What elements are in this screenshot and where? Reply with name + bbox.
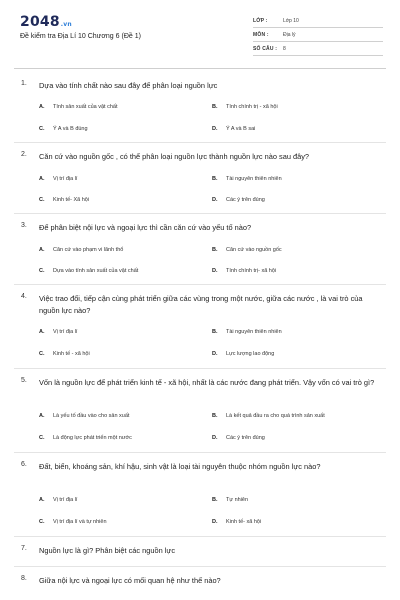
question-number: 3. xyxy=(21,222,27,229)
option-d[interactable]: D. Lực lượng lao động xyxy=(212,351,275,357)
option-c[interactable]: C. Là động lực phát triển một nước xyxy=(39,435,132,441)
option-c[interactable]: C. Dựa vào tính sản xuất của vật chất xyxy=(39,268,139,274)
question-number: 6. xyxy=(21,461,27,468)
question-text: Căn cứ vào nguồn gốc , có thể phân loại nguồn lực thành nguồn lực nào sau đây? xyxy=(39,152,310,161)
question-divider xyxy=(14,284,386,285)
meta-count-value: 8 xyxy=(283,46,286,52)
site-logo[interactable] xyxy=(20,14,72,30)
question-text: Việc trao đổi, tiếp cận cùng phát triển giữa các vùng trong một nước, giữa các nước , là vai trò của nguồn lực nào? xyxy=(39,294,363,315)
question-text: Nguồn lực là gì? Phân biệt các nguồn lực xyxy=(39,546,176,555)
option-d[interactable]: D. Các ý trên đúng xyxy=(212,435,265,441)
option-b[interactable]: B. Tài nguyên thiên nhiên xyxy=(212,176,282,182)
question-divider xyxy=(14,536,386,537)
option-b[interactable]: B. Căn cứ vào nguồn gốc xyxy=(212,247,282,253)
meta-row-subject xyxy=(253,28,383,42)
question-number: 5. xyxy=(21,377,27,384)
option-a[interactable]: A. Tính sản xuất của vật chất xyxy=(39,104,118,110)
question-divider xyxy=(14,566,386,567)
question-text: Giữa nội lực và ngoại lực có mối quan hệ như thế nào? xyxy=(39,576,221,585)
option-d[interactable]: D. Các ý trên đúng xyxy=(212,197,265,203)
option-d[interactable]: D. Kinh tế- xã hội xyxy=(212,519,262,525)
option-d[interactable]: D. Tính chính trị- xã hội xyxy=(212,268,277,274)
option-b[interactable]: B. Tự nhiên xyxy=(212,497,249,503)
question-divider xyxy=(14,142,386,143)
question-text: Đất, biển, khoáng sản, khí hậu, sinh vật là loại tài nguyên thuộc nhóm nguồn lực nào? xyxy=(39,462,321,471)
question-text: Dựa vào tính chất nào sau đây để phân loại nguồn lực xyxy=(39,81,218,90)
question-text: Vốn là nguồn lực để phát triển kinh tế - xã hội, nhất là các nước đang phát triển. Vậy vốn có vai trò gì? xyxy=(39,378,375,387)
logo-main: 2048 xyxy=(20,14,60,30)
question-number: 4. xyxy=(21,293,27,300)
option-a[interactable]: A. Vị trí địa lí xyxy=(39,176,78,182)
meta-row-class xyxy=(253,14,383,28)
question-divider xyxy=(14,213,386,214)
option-a[interactable]: A. Vị trí địa lí xyxy=(39,329,78,335)
meta-class-value: Lớp 10 xyxy=(283,18,299,24)
meta-count-label: SỐ CÂU : xyxy=(253,46,278,52)
question-number: 1. xyxy=(21,80,27,87)
question-divider xyxy=(14,368,386,369)
option-a[interactable]: A. Căn cứ vào phạm vi lãnh thổ xyxy=(39,247,124,253)
option-c[interactable]: C. Ý A và B đúng xyxy=(39,126,88,132)
exam-header xyxy=(0,0,400,72)
exam-title: Đề kiểm tra Địa Lí 10 Chương 6 (Đề 1) xyxy=(20,33,141,40)
header-divider xyxy=(14,68,386,69)
option-d[interactable]: D. Ý A và B sai xyxy=(212,126,256,132)
question-number: 7. xyxy=(21,545,27,552)
question-divider xyxy=(14,452,386,453)
option-a[interactable]: A. Vị trí địa lí xyxy=(39,497,78,503)
option-b[interactable]: B. Là kết quả đầu ra cho quá trình sản xuất xyxy=(212,413,325,419)
option-a[interactable]: A. Là yếu tố đầu vào cho sản xuất xyxy=(39,413,130,419)
meta-row-count xyxy=(253,42,383,56)
question-text: Để phân biệt nội lực và ngoại lực thì cần căn cứ vào yếu tố nào? xyxy=(39,223,252,232)
option-c[interactable]: C. Vị trí địa lí và tự nhiên xyxy=(39,519,107,525)
meta-subject-label: MÔN : xyxy=(253,32,269,38)
option-c[interactable]: C. Kinh tế- Xã hội xyxy=(39,197,90,203)
option-b[interactable]: B. Tài nguyên thiên nhiên xyxy=(212,329,282,335)
question-number: 8. xyxy=(21,575,27,582)
logo-suffix: .vn xyxy=(60,21,72,28)
meta-class-label: LỚP : xyxy=(253,18,268,24)
question-number: 2. xyxy=(21,151,27,158)
option-c[interactable]: C. Kinh tế - xã hội xyxy=(39,351,90,357)
option-b[interactable]: B. Tính chính trị - xã hội xyxy=(212,104,278,110)
meta-subject-value: Địa lý xyxy=(283,32,296,38)
